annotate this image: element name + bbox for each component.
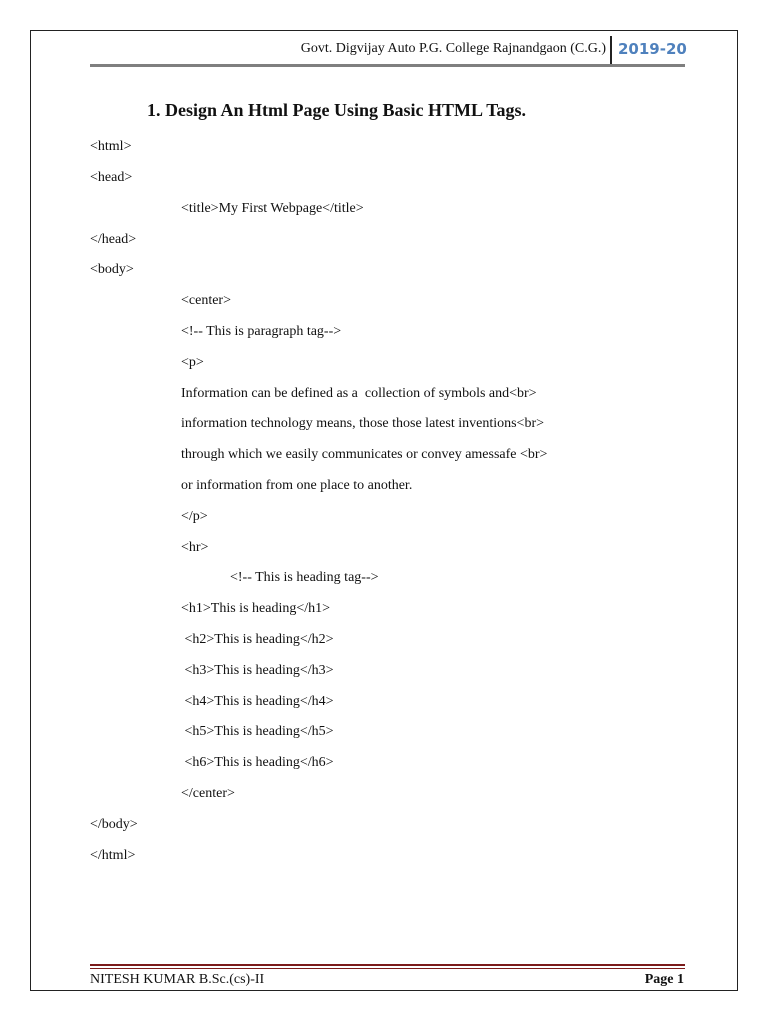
code-line: <!-- This is heading tag--> <box>230 570 379 585</box>
code-line: </html> <box>90 848 136 863</box>
code-line: <!-- This is paragraph tag--> <box>181 324 342 339</box>
code-line: <hr> <box>181 540 209 555</box>
page-number: Page 1 <box>644 972 684 987</box>
page-title: 1. Design An Html Page Using Basic HTML Tags. <box>147 100 527 120</box>
code-line: <center> <box>181 293 231 308</box>
code-line: </center> <box>181 786 235 801</box>
header-rule <box>90 64 685 67</box>
code-line: <h1>This is heading</h1> <box>181 601 331 616</box>
code-line: </head> <box>90 232 137 247</box>
code-line: <head> <box>90 170 133 185</box>
code-line: <p> <box>181 355 204 370</box>
code-line: <body> <box>90 262 134 277</box>
code-line: </body> <box>90 817 138 832</box>
code-line: <h5>This is heading</h5> <box>181 724 334 739</box>
footer-author: NITESH KUMAR B.Sc.(cs)-II <box>90 972 265 987</box>
code-line: Information can be defined as a collection of symbols and<br> <box>181 386 537 401</box>
header-year: 2019-20 <box>618 40 687 58</box>
code-line: <html> <box>90 139 132 154</box>
code-line: <h4>This is heading</h4> <box>181 694 334 709</box>
footer-rule-thin <box>90 968 685 969</box>
code-line: <h3>This is heading</h3> <box>181 663 334 678</box>
code-line: <h2>This is heading</h2> <box>181 632 334 647</box>
code-line: or information from one place to another. <box>181 478 413 493</box>
code-line: <h6>This is heading</h6> <box>181 755 334 770</box>
page-border <box>30 30 738 991</box>
header-college-name: Govt. Digvijay Auto P.G. College Rajnandgaon (C.G.) <box>300 41 606 56</box>
code-line: through which we easily communicates or convey amessafe <br> <box>181 447 548 462</box>
footer-rule <box>90 964 685 966</box>
code-line: information technology means, those those latest inventions<br> <box>181 416 545 431</box>
header-separator <box>610 36 612 66</box>
code-line: </p> <box>181 509 208 524</box>
code-line: <title>My First Webpage</title> <box>181 201 364 216</box>
